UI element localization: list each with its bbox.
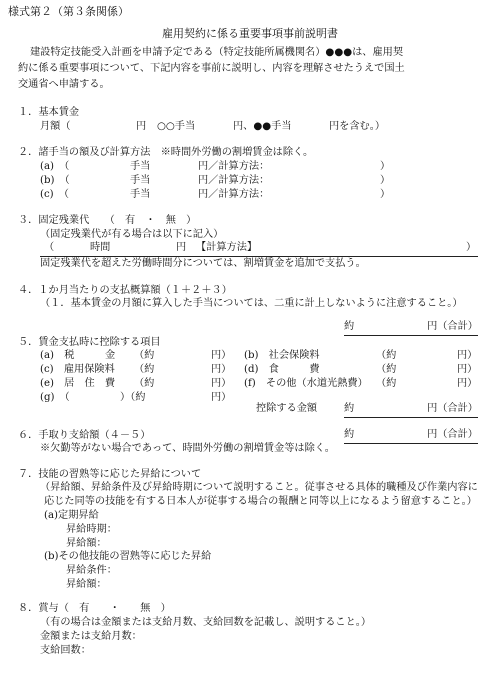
s5-row-b-yen: 円） [457, 350, 478, 361]
s5-row-f-approx: （約 [376, 378, 397, 389]
form-number: 様式第２（第３条関係） [8, 5, 129, 18]
s5-row-b-approx: （約 [376, 350, 397, 361]
s2-row-c-close: ） [380, 189, 391, 200]
s2-row-b-close: ） [380, 175, 391, 186]
s5-row-d-label: (d) 食 費 [244, 364, 320, 375]
s6-note: ※欠勤等がない場合であって、時間外労働の割増賃金等は除く。 [40, 443, 335, 454]
s2-row-a-calc: 円／計算方法： [198, 161, 270, 172]
s2-row-b-calc: 円／計算方法： [198, 175, 270, 186]
s5-row-a-label: (a) 税 金 [40, 350, 116, 361]
s6-total: 円（合計） [427, 429, 478, 440]
s7-b-amount: 昇給額： [66, 579, 107, 590]
s5-row-e-label: (e) 居 住 費 [40, 378, 116, 389]
s5-row-d-yen: 円） [457, 364, 478, 375]
s5-deduct-label: 控除する金額 [256, 403, 318, 414]
s5-row-f-label: (f) その他（水道光熱費） [244, 378, 368, 389]
s7-a-heading: (a)定期昇給 [44, 510, 99, 521]
s7-note-1: （昇給額、昇給条件及び昇給時期について説明すること。従事させる具体的職種及び作業内容に [40, 482, 478, 493]
s2-row-b-label: (b) （ [40, 175, 70, 186]
s8-note: （有の場合は金額または支給月数、支給回数を記載し、説明すること。） [40, 617, 372, 628]
intro-line-3: 交通省へ申請する。 [18, 79, 110, 90]
s5-row-b-label: (b) 社会保険料 [244, 350, 320, 361]
s2-row-c-label: (c) （ [40, 189, 69, 200]
s8-count: 支給回数： [40, 645, 91, 656]
s4-approx: 約 [344, 321, 355, 332]
s1-yen: 円 [136, 121, 147, 132]
s1-allowance-a: ○○手当 [157, 121, 196, 132]
s7-a-time: 昇給時期： [66, 524, 117, 535]
s3-sub: （固定残業代が有る場合は以下に記入） [40, 229, 224, 240]
s1-allowance-b: 円、●●手当 [233, 121, 292, 132]
s5-row-g-label: (g) （ [40, 392, 70, 403]
s1-monthly-label: 月額（ [40, 121, 71, 132]
s5-row-e-approx: （約 [134, 378, 155, 389]
s3-line-yen: 円 [176, 242, 187, 253]
s5-row-c-label: (c) 雇用保険料 [40, 364, 115, 375]
s5-row-a-yen: 円） [211, 350, 232, 361]
s7-note-2: 応じた同等の技能を有する日本人が従事する場合の報酬と同等以上になるよう留意すること。） [44, 496, 477, 507]
s3-line-open: （ [44, 242, 55, 253]
s7-b-cond: 昇給条件： [66, 565, 117, 576]
s4-total: 円（合計） [427, 321, 478, 332]
s5-row-f-yen: 円） [457, 378, 478, 389]
s6-total-line [344, 430, 478, 444]
section-5-heading: ５．賃金支払時に控除する項目 [18, 337, 161, 348]
intro-line-2: 約に係る重要事項について、下記内容を事前に説明し、内容を理解させたうえで国土 [18, 63, 405, 74]
s7-a-amount: 昇給額： [66, 538, 107, 549]
s5-total: 円（合計） [427, 403, 478, 414]
s2-row-b-allowance: 手当 [130, 175, 151, 186]
s6-approx: 約 [344, 429, 355, 440]
s5-total-line [344, 404, 478, 418]
section-2-heading: ２．諸手当の額及び計算方法 ※時間外労働の割増賃金は除く。 [18, 147, 314, 158]
s2-row-c-allowance: 手当 [130, 189, 151, 200]
s5-row-a-approx: （約 [134, 350, 155, 361]
s5-row-c-yen: 円） [211, 364, 232, 375]
s4-total-line [344, 322, 478, 336]
document-title: 雇用契約に係る重要事項事前説明書 [162, 27, 338, 40]
s3-fixed-overtime-line [40, 243, 478, 257]
s3-line-method: 【計算方法】 [196, 242, 258, 253]
s2-row-a-allowance: 手当 [130, 161, 151, 172]
s5-row-c-approx: （約 [134, 364, 155, 375]
s4-note: （１．基本賃金の月額に算入した手当については、二重に計上しないように注意すること。） [40, 298, 463, 309]
s5-approx: 約 [344, 403, 355, 414]
s2-row-a-label: (a) （ [40, 161, 70, 172]
s5-row-g-yen: 円） [211, 392, 232, 403]
s2-row-a-close: ） [380, 161, 391, 172]
section-3-heading: ３．固定残業代 （ 有 ・ 無 ） [18, 215, 197, 226]
s3-line-hours: 時間 [90, 242, 111, 253]
section-1-heading: １．基本賃金 [18, 107, 80, 118]
section-4-heading: ４．１か月当たりの支払概算額（１＋２＋３） [18, 285, 232, 296]
s5-row-e-yen: 円） [211, 378, 232, 389]
s5-row-d-approx: （約 [376, 364, 397, 375]
s3-line-close: ） [466, 242, 477, 253]
s1-include: 円を含む。） [329, 121, 386, 132]
s3-note: 固定残業代を超えた労働時間分については、割増賃金を追加で支払う。 [40, 258, 366, 269]
s2-row-c-calc: 円／計算方法： [198, 189, 270, 200]
intro-line-1: 建設特定技能受入計画を申請予定である（特定技能所属機関名）●●●は、雇用契 [30, 47, 404, 58]
section-7-heading: ７．技能の習熟等に応じた昇給について [18, 469, 202, 480]
section-8-heading: ８．賞与（ 有 ・ 無 ） [18, 603, 171, 614]
section-6-heading: ６．手取り支給額（４－５） [18, 430, 151, 441]
s8-amount: 金額または支給月数： [40, 631, 142, 642]
s7-b-heading: (b)その他技能の習熟等に応じた昇給 [44, 551, 212, 562]
s5-row-g-approx: ）（約 [120, 392, 146, 403]
